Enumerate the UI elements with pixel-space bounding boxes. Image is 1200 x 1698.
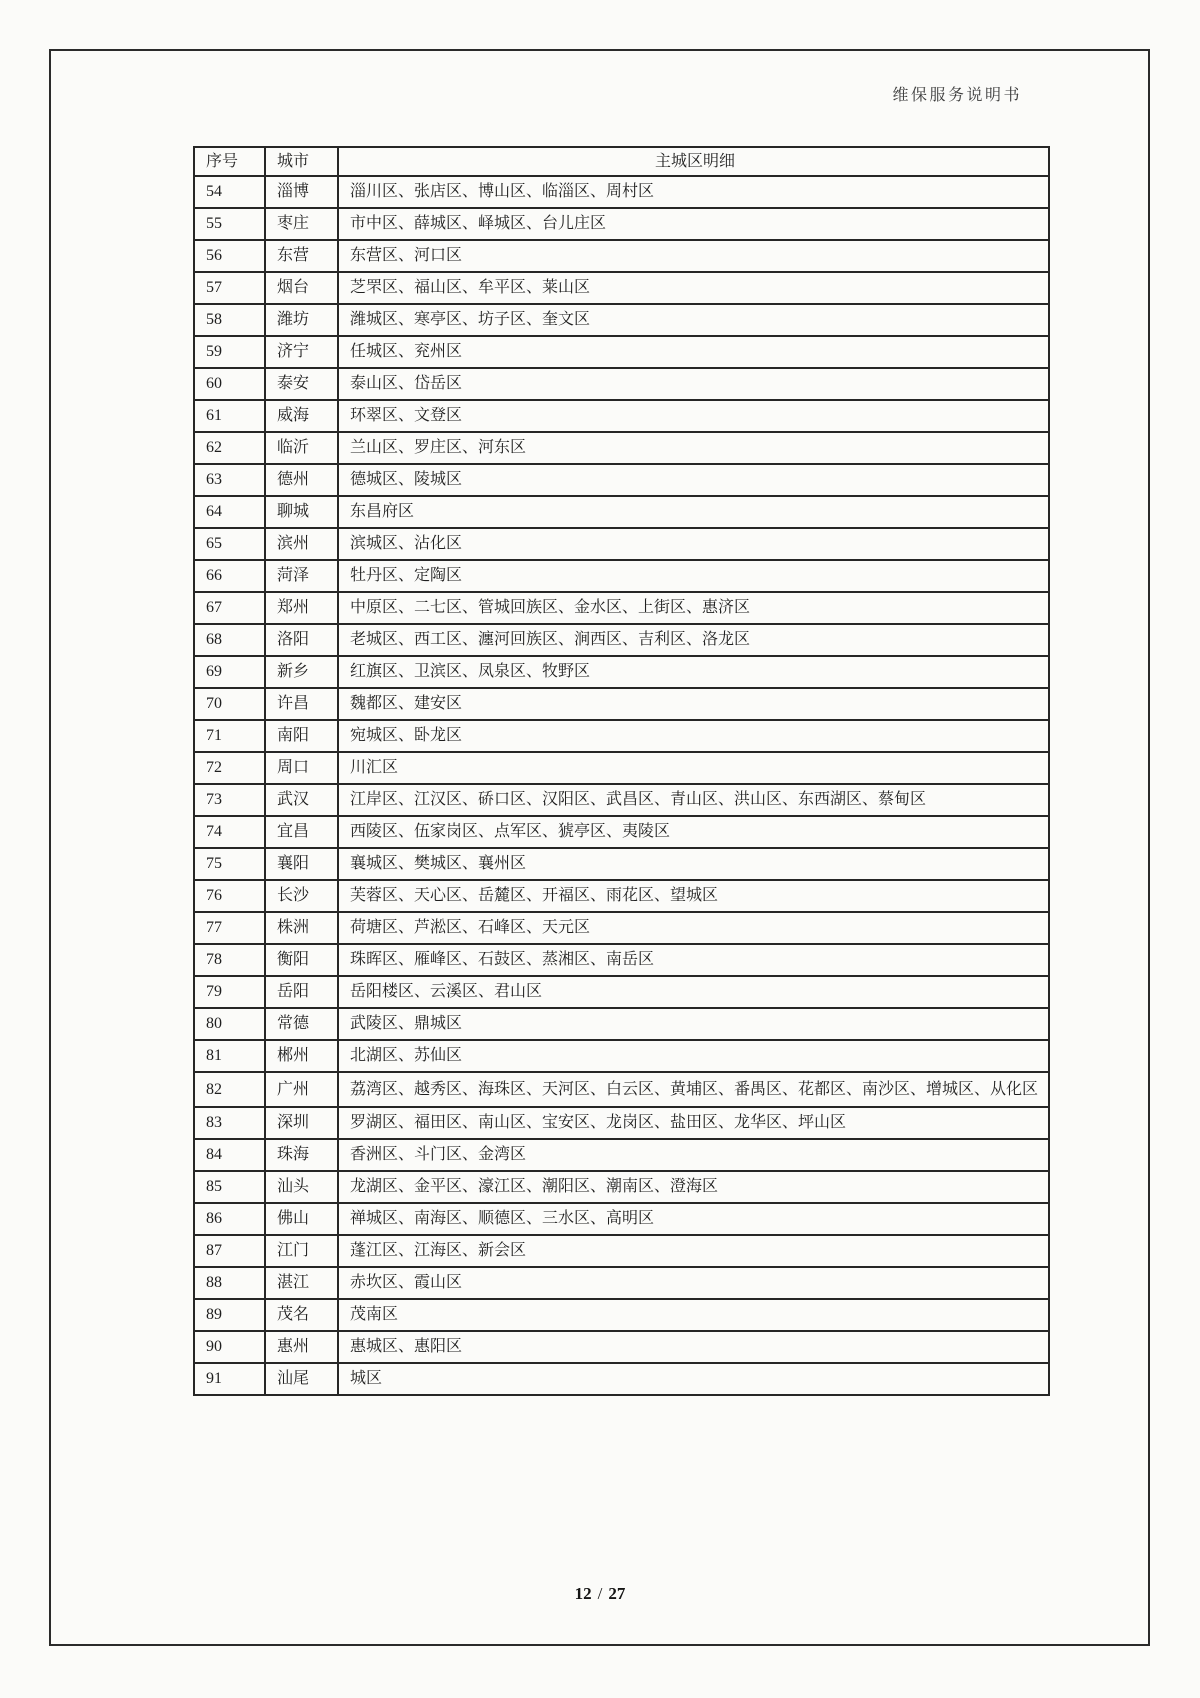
cell-serial-number: 73 [194,784,265,816]
cell-districts: 宛城区、卧龙区 [338,720,1049,752]
cell-city: 南阳 [265,720,338,752]
table-row [194,176,1049,208]
cell-districts: 环翠区、文登区 [338,400,1049,432]
cell-serial-number: 75 [194,848,265,880]
cell-city: 周口 [265,752,338,784]
table-body [194,176,1049,1395]
table-row [194,1235,1049,1267]
cell-city: 广州 [265,1072,338,1107]
cell-serial-number: 86 [194,1203,265,1235]
cell-serial-number: 81 [194,1040,265,1072]
cell-city: 枣庄 [265,208,338,240]
table-row [194,240,1049,272]
cell-city: 茂名 [265,1299,338,1331]
cell-serial-number: 90 [194,1331,265,1363]
cell-serial-number: 80 [194,1008,265,1040]
cell-districts: 东昌府区 [338,496,1049,528]
cell-districts: 襄城区、樊城区、襄州区 [338,848,1049,880]
cell-districts: 罗湖区、福田区、南山区、宝安区、龙岗区、盐田区、龙华区、坪山区 [338,1107,1049,1139]
cell-city: 衡阳 [265,944,338,976]
cell-districts: 德城区、陵城区 [338,464,1049,496]
cell-city: 宜昌 [265,816,338,848]
column-header-serial-number: 序号 [194,147,265,176]
cell-serial-number: 54 [194,176,265,208]
cell-serial-number: 64 [194,496,265,528]
cell-serial-number: 65 [194,528,265,560]
cell-city: 常德 [265,1008,338,1040]
cell-city: 德州 [265,464,338,496]
cell-city: 珠海 [265,1139,338,1171]
cell-serial-number: 84 [194,1139,265,1171]
cell-city: 江门 [265,1235,338,1267]
table-row [194,752,1049,784]
page-number-current: 12 [574,1584,592,1603]
cell-serial-number: 61 [194,400,265,432]
cell-districts: 红旗区、卫滨区、凤泉区、牧野区 [338,656,1049,688]
cell-city: 菏泽 [265,560,338,592]
cell-serial-number: 72 [194,752,265,784]
cell-serial-number: 66 [194,560,265,592]
table-header-row [194,147,1049,176]
cell-city: 许昌 [265,688,338,720]
cell-districts: 淄川区、张店区、博山区、临淄区、周村区 [338,176,1049,208]
cell-serial-number: 62 [194,432,265,464]
cell-city: 汕头 [265,1171,338,1203]
cell-city: 郑州 [265,592,338,624]
cell-city: 潍坊 [265,304,338,336]
cell-serial-number: 85 [194,1171,265,1203]
cell-city: 临沂 [265,432,338,464]
cell-city: 济宁 [265,336,338,368]
cell-districts: 老城区、西工区、瀍河回族区、涧西区、吉利区、洛龙区 [338,624,1049,656]
table-row [194,1040,1049,1072]
cell-districts: 城区 [338,1363,1049,1395]
cell-city: 汕尾 [265,1363,338,1395]
table-row [194,656,1049,688]
table-row [194,1267,1049,1299]
cell-districts: 武陵区、鼎城区 [338,1008,1049,1040]
table-row [194,432,1049,464]
table-row [194,304,1049,336]
cell-city: 东营 [265,240,338,272]
cell-serial-number: 57 [194,272,265,304]
doc-header-title: 维保服务说明书 [892,87,1022,104]
cell-serial-number: 58 [194,304,265,336]
table-row [194,944,1049,976]
cell-serial-number: 77 [194,912,265,944]
cell-city: 长沙 [265,880,338,912]
cell-serial-number: 56 [194,240,265,272]
table-row [194,976,1049,1008]
cell-city: 泰安 [265,368,338,400]
cell-districts: 西陵区、伍家岗区、点军区、猇亭区、夷陵区 [338,816,1049,848]
cell-serial-number: 91 [194,1363,265,1395]
page-number-total: 27 [608,1584,626,1603]
cell-districts: 香洲区、斗门区、金湾区 [338,1139,1049,1171]
cell-serial-number: 74 [194,816,265,848]
table-row [194,1299,1049,1331]
column-header-districts-detail: 主城区明细 [338,147,1049,176]
table-row [194,816,1049,848]
cell-serial-number: 59 [194,336,265,368]
cell-serial-number: 89 [194,1299,265,1331]
table-row [194,688,1049,720]
cell-districts: 茂南区 [338,1299,1049,1331]
table-row [194,208,1049,240]
cell-districts: 惠城区、惠阳区 [338,1331,1049,1363]
cell-serial-number: 71 [194,720,265,752]
page-number-separator: / [597,1584,603,1603]
table-row [194,496,1049,528]
table-row [194,1107,1049,1139]
cell-districts: 芙蓉区、天心区、岳麓区、开福区、雨花区、望城区 [338,880,1049,912]
cell-city: 威海 [265,400,338,432]
cell-districts: 荔湾区、越秀区、海珠区、天河区、白云区、黄埔区、番禺区、花都区、南沙区、增城区、从化区 [338,1072,1049,1107]
cell-districts: 荷塘区、芦淞区、石峰区、天元区 [338,912,1049,944]
cell-districts: 魏都区、建安区 [338,688,1049,720]
city-districts-table [193,146,1050,1396]
cell-serial-number: 79 [194,976,265,1008]
cell-city: 佛山 [265,1203,338,1235]
cell-districts: 任城区、兖州区 [338,336,1049,368]
cell-city: 新乡 [265,656,338,688]
cell-districts: 中原区、二七区、管城回族区、金水区、上街区、惠济区 [338,592,1049,624]
cell-city: 洛阳 [265,624,338,656]
cell-districts: 珠晖区、雁峰区、石鼓区、蒸湘区、南岳区 [338,944,1049,976]
cell-serial-number: 70 [194,688,265,720]
cell-serial-number: 78 [194,944,265,976]
cell-city: 株洲 [265,912,338,944]
cell-districts: 江岸区、江汉区、硚口区、汉阳区、武昌区、青山区、洪山区、东西湖区、蔡甸区 [338,784,1049,816]
table-row [194,912,1049,944]
cell-city: 武汉 [265,784,338,816]
cell-districts: 赤坎区、霞山区 [338,1267,1049,1299]
cell-districts: 禅城区、南海区、顺德区、三水区、高明区 [338,1203,1049,1235]
cell-city: 深圳 [265,1107,338,1139]
cell-serial-number: 55 [194,208,265,240]
cell-city: 岳阳 [265,976,338,1008]
table-row [194,1203,1049,1235]
table-row [194,1008,1049,1040]
cell-districts: 泰山区、岱岳区 [338,368,1049,400]
cell-city: 淄博 [265,176,338,208]
cell-serial-number: 63 [194,464,265,496]
cell-serial-number: 76 [194,880,265,912]
table-row [194,464,1049,496]
cell-districts: 市中区、薛城区、峄城区、台儿庄区 [338,208,1049,240]
table-row [194,848,1049,880]
cell-serial-number: 83 [194,1107,265,1139]
cell-districts: 芝罘区、福山区、牟平区、莱山区 [338,272,1049,304]
table-row [194,528,1049,560]
table-row [194,592,1049,624]
cell-city: 烟台 [265,272,338,304]
cell-districts: 潍城区、寒亭区、坊子区、奎文区 [338,304,1049,336]
table-row [194,880,1049,912]
cell-districts: 滨城区、沾化区 [338,528,1049,560]
cell-city: 聊城 [265,496,338,528]
cell-districts: 蓬江区、江海区、新会区 [338,1235,1049,1267]
cell-serial-number: 69 [194,656,265,688]
table-row [194,1139,1049,1171]
cell-city: 襄阳 [265,848,338,880]
cell-serial-number: 88 [194,1267,265,1299]
table-row [194,720,1049,752]
cell-serial-number: 68 [194,624,265,656]
table-row [194,784,1049,816]
cell-districts: 北湖区、苏仙区 [338,1040,1049,1072]
table-row [194,1331,1049,1363]
cell-districts: 龙湖区、金平区、濠江区、潮阳区、潮南区、澄海区 [338,1171,1049,1203]
table-row [194,368,1049,400]
cell-serial-number: 60 [194,368,265,400]
table-row [194,272,1049,304]
cell-districts: 牡丹区、定陶区 [338,560,1049,592]
cell-districts: 川汇区 [338,752,1049,784]
table-row [194,560,1049,592]
cell-city: 湛江 [265,1267,338,1299]
cell-city: 滨州 [265,528,338,560]
column-header-city: 城市 [265,147,338,176]
cell-city: 郴州 [265,1040,338,1072]
table-row [194,1363,1049,1395]
table-row [194,1171,1049,1203]
cell-city: 惠州 [265,1331,338,1363]
table-row [194,400,1049,432]
cell-serial-number: 67 [194,592,265,624]
table-row [194,336,1049,368]
cell-districts: 东营区、河口区 [338,240,1049,272]
table-row [194,624,1049,656]
cell-districts: 兰山区、罗庄区、河东区 [338,432,1049,464]
table-header [194,147,1049,176]
page-number [0,1584,1200,1604]
cell-serial-number: 82 [194,1072,265,1107]
table-row [194,1072,1049,1107]
cell-serial-number: 87 [194,1235,265,1267]
cell-districts: 岳阳楼区、云溪区、君山区 [338,976,1049,1008]
